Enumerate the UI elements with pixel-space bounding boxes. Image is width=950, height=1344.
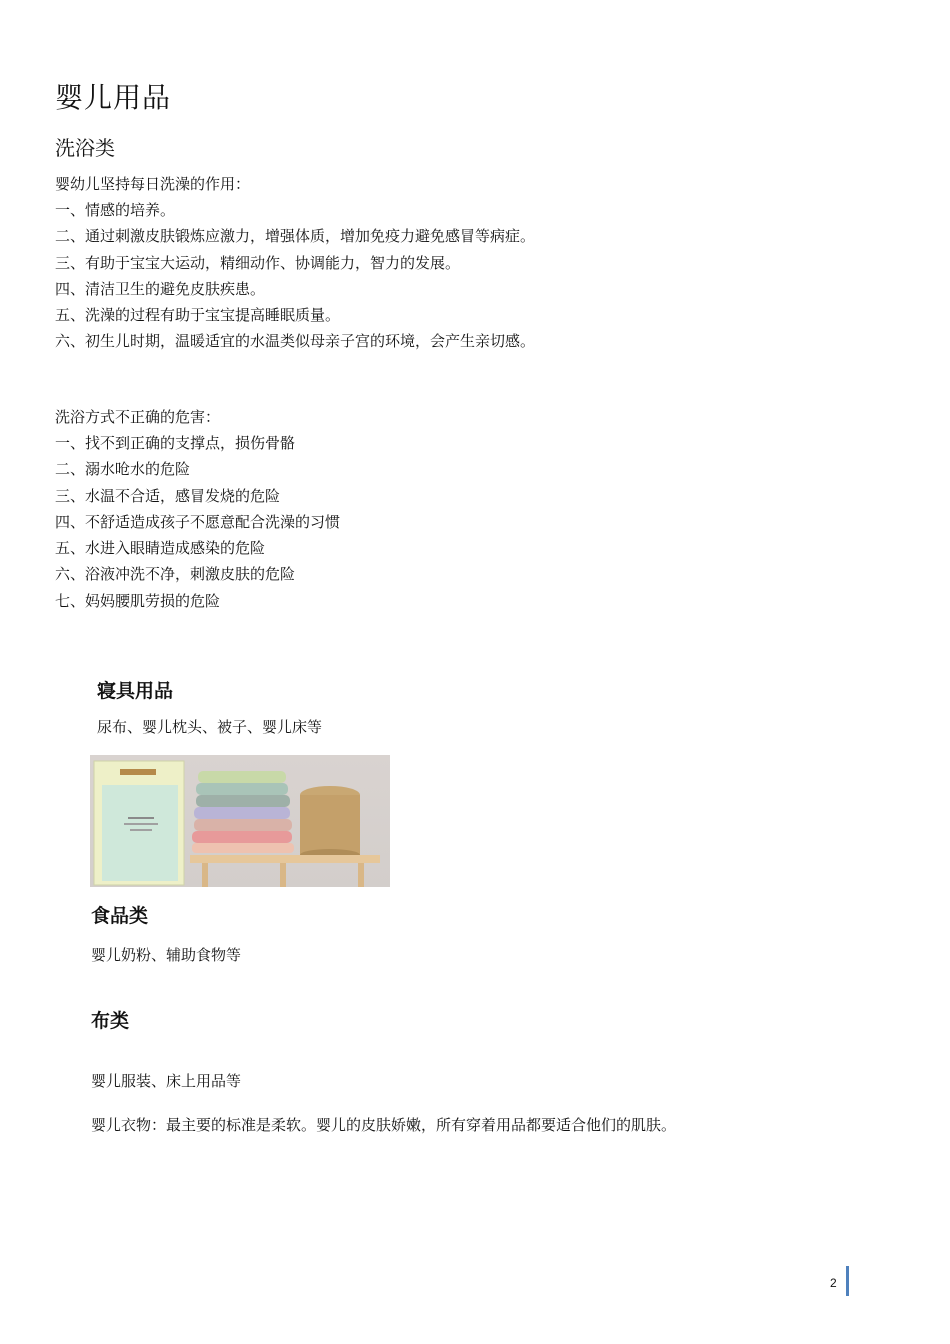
page-title: 婴儿用品	[55, 81, 172, 114]
bath-hazards-intro: 洗浴方式不正确的危害：	[55, 408, 221, 426]
list-item: 四、不舒适造成孩子不愿意配合洗澡的习惯	[55, 512, 341, 531]
list-item: 三、有助于宝宝大运动，精细动作、协调能力，智力的发展。	[55, 253, 461, 272]
section-heading-bedding: 寝具用品	[97, 680, 174, 702]
bath-benefits-intro: 婴幼儿坚持每日洗澡的作用：	[55, 175, 251, 193]
section-heading-bath: 洗浴类	[55, 136, 115, 160]
cloth-note: 婴儿衣物：最主要的标准是柔软。婴儿的皮肤娇嫩，所有穿着用品都要适合他们的肌肤。	[91, 1116, 677, 1134]
section-heading-food: 食品类	[91, 905, 149, 927]
list-item: 五、水进入眼睛造成感染的危险	[55, 539, 266, 558]
list-item: 三、水温不合适，感冒发烧的危险	[55, 486, 281, 505]
list-item: 四、清洁卫生的避免皮肤疾患。	[55, 279, 266, 298]
list-item: 二、通过刺激皮肤锻炼应激力，增强体质，增加免疫力避免感冒等病症。	[55, 227, 536, 246]
list-item: 一、找不到正确的支撑点，损伤骨骼	[55, 434, 296, 452]
list-item: 六、浴液冲洗不净，刺激皮肤的危险	[55, 565, 296, 584]
list-item: 六、初生儿时期，温暖适宜的水温类似母亲子宫的环境，会产生亲切感。	[55, 332, 536, 351]
list-item: 五、洗澡的过程有助于宝宝提高睡眠质量。	[55, 306, 341, 325]
page-number: 2	[830, 1276, 837, 1290]
section-heading-cloth: 布类	[91, 1010, 130, 1032]
page-number-bar	[846, 1266, 849, 1296]
bedding-text: 尿布、婴儿枕头、被子、婴儿床等	[97, 718, 323, 736]
bath-hazards-list	[55, 430, 340, 614]
list-item: 一、情感的培养。	[55, 201, 176, 219]
list-item: 二、溺水呛水的危险	[55, 460, 191, 479]
bath-benefits-list	[55, 197, 535, 355]
cloth-text: 婴儿服装、床上用品等	[91, 1072, 242, 1090]
food-text: 婴儿奶粉、辅助食物等	[91, 946, 242, 964]
list-item: 七、妈妈腰肌劳损的危险	[55, 591, 221, 610]
bedding-photo	[90, 755, 390, 887]
